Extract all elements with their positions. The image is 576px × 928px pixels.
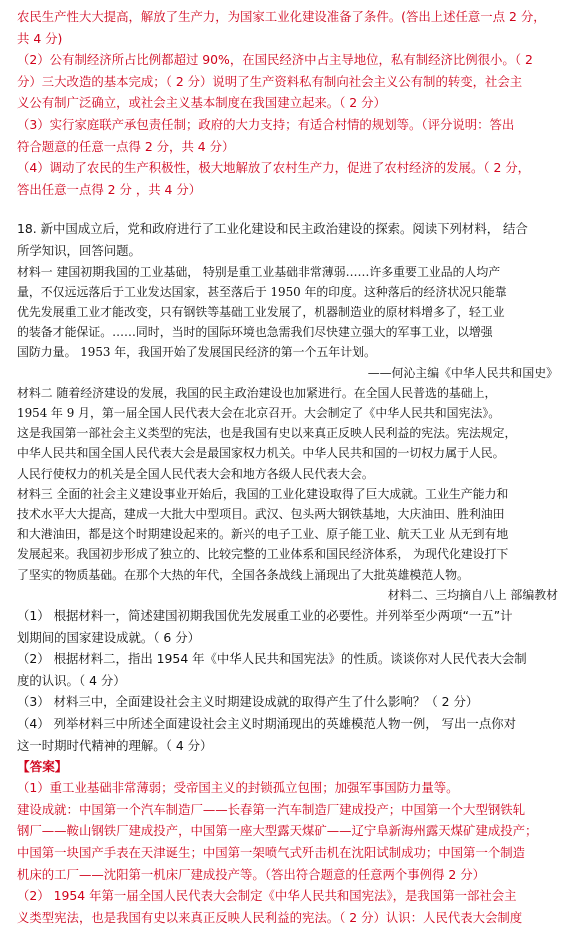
answer-line: 钢厂——鞍山钢铁厂建成投产，中国第一座大型露天煤矿——辽宁阜新海州露天煤矿建成投产； bbox=[17, 823, 538, 839]
answer-line: （2）公有制经济所占比例都超过 90%，在国民经济中占主导地位，私有制经济比例很小。（ 2 bbox=[17, 52, 533, 68]
material-line: 量，不仅远远落后于工业发达国家，甚至落后于 1950 年的印度。这种落后的经济状况只能靠 bbox=[17, 284, 507, 299]
material-three bbox=[17, 484, 566, 605]
answer-line: 分）三大改造的基本完成；（ 2 分）说明了生产资料私有制向社会主义公有制的转变，社会主 bbox=[17, 73, 523, 89]
answer-line: 义公有制广泛确立，或社会主义基本制度在我国建立起来。（ 2 分） bbox=[17, 95, 386, 111]
answer-line: 建设成就：中国第一个汽车制造厂——长春第一汽车制造厂建成投产；中国第一个大型钢铁轧 bbox=[17, 801, 526, 817]
material-line: 技术水平大大提高，建成一大批大中型项目。武汉、包头两大钢铁基地，大庆油田、胜利油田 bbox=[17, 506, 505, 521]
subquestion-line: 度的认识。（ 4 分） bbox=[17, 672, 126, 688]
answer-line: 机床的工厂——沈阳第一机床厂建成投产等。（答出符合题意的任意两个事例得 2 分） bbox=[17, 866, 486, 882]
answer-line: 农民生产性大大提高，解放了生产力，为国家工业化建设准备了条件。(答出上述任意一点 2 分， bbox=[17, 9, 546, 24]
answer-heading: 【答案】 bbox=[17, 759, 68, 775]
answer-line: （3）实行家庭联产承包责任制；政府的大力支持；有适合村情的规划等。（评分说明：答出 bbox=[17, 116, 515, 132]
material-line: 国防力量。 1953 年，我国开始了发展国民经济的第一个五年计划。 bbox=[17, 345, 376, 360]
answer-line: 义类型宪法，也是我国有史以来真正反映人民利益的宪法。（ 2 分）认识：人民代表大会制度 bbox=[17, 909, 523, 925]
material-line: 材料一 建国初期我国的工业基础， 特别是重工业基础非常薄弱……许多重要工业品的人均产 bbox=[17, 264, 501, 279]
material-one bbox=[17, 262, 566, 383]
question-stem-line: 所学知识，回答问题。 bbox=[17, 242, 141, 258]
material-line: 材料二 随着经济建设的发展，我国的民主政治建设也加紧进行。在全国人民普选的基础上， bbox=[17, 385, 497, 400]
material-line: 优先发展重工业才能改变，只有钢铁等基础工业发展了，机器制造业的原材料增多了，轻工业 bbox=[17, 304, 505, 319]
subquestion-line: （2） 根据材料二，指出 1954 年《中华人民共和国宪法》的性质。谈谈你对人民代表大会制 bbox=[17, 651, 527, 667]
material-line: 了坚实的物质基础。在那个大热的年代，全国各条战线上涌现出了大批英雄模范人物。 bbox=[17, 567, 469, 582]
answer-line: （1）重工业基础非常薄弱；受帝国主义的封锁孤立包围；加强军事国防力量等。 bbox=[17, 780, 459, 796]
q18-answers bbox=[17, 777, 566, 928]
material-source: 材料二、三均摘自八上 部编教材 bbox=[387, 587, 558, 602]
material-line: 1954 年 9 月，第一届全国人民代表大会在北京召开。大会制定了《中华人民共和国宪法》。 bbox=[17, 405, 501, 420]
question-stem-line: 18. 新中国成立后，党和政府进行了工业化建设和民主政治建设的探索。阅读下列材料， 结合 bbox=[17, 221, 528, 237]
material-line: 这是我国第一部社会主义类型的宪法，也是我国有史以来真正反映人民利益的宪法。宪法规定， bbox=[17, 426, 517, 441]
material-line: 的装备才能保证。……同时，当时的国际环境也急需我们尽快建立强大的军事工业，以增强 bbox=[17, 325, 493, 340]
q18-intro bbox=[17, 218, 566, 261]
subquestion-line: （1） 根据材料一，简述建国初期我国优先发展重工业的必要性。并列举至少两项“一五”计 bbox=[17, 607, 513, 623]
material-line: 人民行使权力的机关是全国人民代表大会和地方各级人民代表大会。 bbox=[17, 466, 374, 481]
answer-line: （4）调动了农民的生产积极性，极大地解放了农村生产力，促进了农村经济的发展。（ 2 分， bbox=[17, 160, 531, 176]
material-line: 材料三 全面的社会主义建设事业开始后，我国的工业化建设取得了巨大成就。工业生产能力和 bbox=[17, 486, 509, 501]
answer-line: 中国第一块国产手表在天津诞生；中国第一架喷气式歼击机在沈阳试制成功；中国第一个制造 bbox=[17, 844, 526, 860]
subquestion-line: 划期间的国家建设成就。（ 6 分） bbox=[17, 629, 201, 645]
answer-line: 共 4 分) bbox=[17, 30, 63, 46]
subquestion-line: （3） 材料三中，全面建设社会主义时期建设成就的取得产生了什么影响？（ 2 分） bbox=[17, 694, 479, 710]
answer-line: 答出任意一点得 2 分 ，共 4 分） bbox=[17, 181, 202, 197]
q18-subquestions bbox=[17, 605, 566, 756]
subquestion-line: 这一时期时代精神的理解。（ 4 分） bbox=[17, 737, 213, 753]
material-line: 和大港油田，都是这个时期建设起来的。新兴的电子工业、原子能工业、航天工业 从无到有地 bbox=[17, 527, 509, 542]
answer-line: 符合题意的任意一点得 2 分，共 4 分） bbox=[17, 138, 235, 154]
material-source: ——何沁主编《中华人民共和国史》 bbox=[367, 365, 558, 380]
material-line: 中华人民共和国全国人民代表大会是最国家权力机关。中华人民共和国的一切权力属于人民。 bbox=[17, 446, 505, 461]
subquestion-line: （4） 列举材料三中所述全面建设社会主义时期涌现出的英雄模范人物一例， 写出一点你对 bbox=[17, 715, 516, 731]
answer-line: （2） 1954 年第一届全国人民代表大会制定《中华人民共和国宪法》，是我国第一部社会主 bbox=[17, 888, 517, 904]
material-line: 发展起来。我国初步形成了独立的、比较完整的工业体系和国民经济体系， 为现代化建设打下 bbox=[17, 547, 509, 562]
q17-answers bbox=[17, 6, 566, 200]
material-two bbox=[17, 383, 566, 484]
